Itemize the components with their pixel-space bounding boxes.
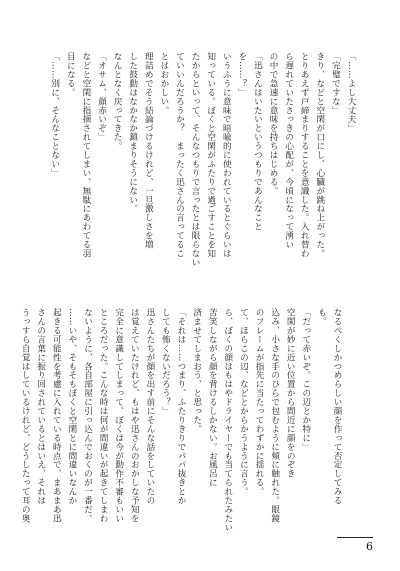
text-line: ていいんだろうか？ まったく迅さんの言ってるこ (174, 52, 185, 258)
text-line: 済ませてしまおう、と思った。 (191, 308, 202, 434)
text-line: 理詰めでそう結論づけるけれど、一旦激しさを増 (143, 52, 154, 249)
text-line: 「オサム、顔赤いぞ」 (96, 52, 107, 142)
text-line: ら、ぼくの顔はもはやドライヤーでも当てられたみたい (222, 308, 233, 532)
text-line: しても怖くないだろう？」 (160, 308, 171, 416)
text-line: なんとなく戻ってきた。 (112, 52, 123, 151)
text-line: さんの言葉に振り回されているとはいえ、それは (35, 308, 46, 505)
page-number: 6 (366, 540, 373, 553)
text-line: の中で急速に意味を持ちはじめる。 (268, 52, 279, 196)
text-line: ら遅れていたさっきの心配が、今頃になって湧い (283, 52, 294, 249)
text-line: いうふうに意味で暗喩的に使われているとぐらいは (221, 52, 232, 258)
text-line: きり、などと空閑が口にし、心臓が跳ね上がった。 (314, 52, 325, 258)
text-block-upper (28, 52, 358, 314)
text-line: などと空閑に指摘されてしまい、無駄にあわてる羽 (80, 52, 91, 258)
text-line: ところだった。こんな時は何が間違いが起きてしまわ (98, 308, 109, 523)
text-line: 「完璧ですな」 (330, 52, 341, 115)
text-line: 起きる可能性を考慮に入れている時点で、まあまあ迅 (51, 308, 62, 523)
text-line: 目になる。 (65, 52, 76, 97)
text-line: とはおかしい。 (158, 52, 169, 115)
text-line: 苦笑しながら顔を背けるしかない。お風呂に (207, 308, 218, 487)
text-line: たからといって、そんなつもりで言ったとは限らない (190, 52, 201, 267)
text-line: 込み、小さな手のひらで包むように頬に触れた。眼鏡 (269, 308, 280, 523)
text-line: 空閑が妙に近い位置から間近に顔をのぞき (285, 308, 296, 479)
text-line: 「それは……つまり、ふたりきりでパパ抜きとか (176, 308, 187, 505)
text-line: は覚えていたけれど、もはや迅さんのおかしな予知を (129, 308, 140, 523)
text-line: も。 (316, 308, 327, 326)
text-line: 完全に意識してしまって、ぼくは今が動作不審もいい (113, 308, 124, 523)
text-line: 知っている。ぼくと空閑がふたりで過ごすことを知 (205, 52, 216, 258)
text-line: 「……別に、そんなことない」 (49, 52, 60, 178)
text-line: 「迅さんはいたいというつもりであんなこと (252, 52, 263, 231)
text-line: のフレームが指先に当たってわずかに揺れる。 (254, 308, 265, 496)
text-line: 「だって赤いぞ。この辺とか特に」 (300, 308, 311, 452)
text-line: 迅さんたちが顔を出す前にそんな話をしていたの (144, 308, 155, 505)
text-line: ないように、各自部屋に引っ込んでおくのが一番だ。 (82, 308, 93, 523)
text-line: 「……よし大丈夫」 (346, 52, 356, 133)
text-line: した鼓動はなかなか鎮まりそうにない。 (127, 52, 138, 214)
text-line: うっすら自覚はしているけれど、どうしたって耳の奥 (20, 308, 31, 523)
text-line: を……？」 (236, 52, 247, 97)
page-number-rule (337, 537, 373, 538)
text-block-lower (20, 308, 344, 532)
text-line: て、ほらこの辺、などとからかうように言う。 (238, 308, 249, 496)
text-line: ……いや、そもそもぼくと空閑とに間違いなんか (66, 308, 77, 505)
text-line: なるべくしかつめらしい顔を作って否定してみる (332, 308, 342, 505)
text-line: とりあえず戸締まりすることを意識した。入れ替わ (299, 52, 310, 258)
